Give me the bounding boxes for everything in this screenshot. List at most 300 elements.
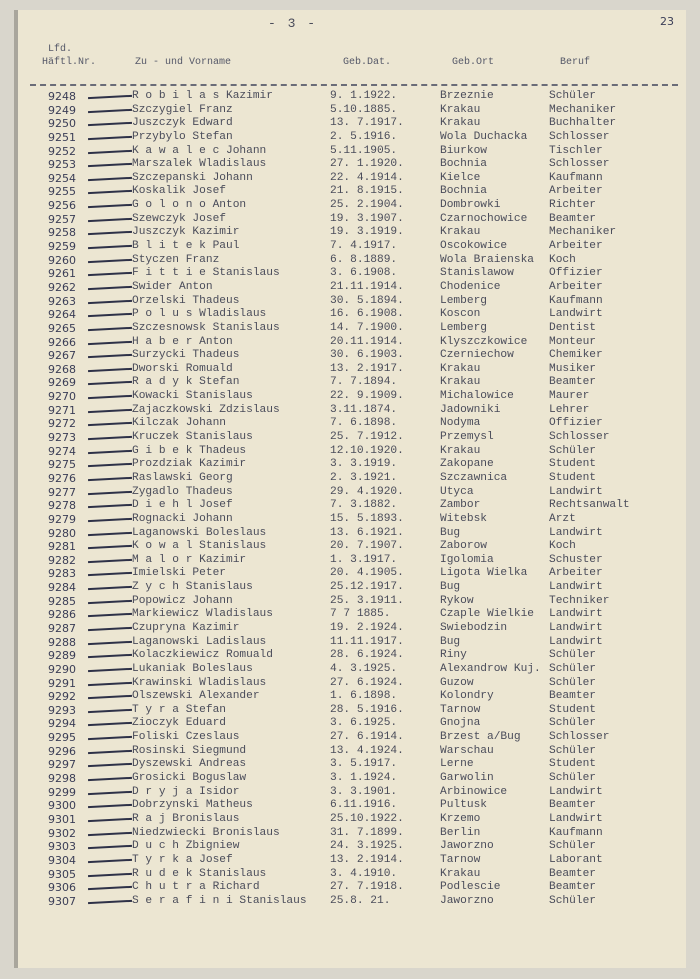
check-mark-icon	[88, 95, 132, 99]
occupation: Student	[549, 458, 596, 471]
list-item	[18, 254, 686, 268]
birth-date: 3. 3.1901.	[330, 785, 398, 798]
birth-date: 28. 6.1924.	[330, 649, 404, 662]
birth-place: Biurkow	[440, 144, 487, 157]
list-item	[18, 486, 686, 500]
check-mark-icon	[88, 231, 132, 235]
birth-date: 27. 6.1914.	[330, 731, 404, 744]
birth-date: 22. 9.1909.	[330, 390, 404, 403]
prisoner-name: Koskalik Josef	[132, 185, 226, 198]
birth-place: Lerne	[440, 758, 474, 771]
birth-date: 27. 6.1924.	[330, 676, 404, 689]
birth-place: Bochnia	[440, 185, 487, 198]
prisoner-name: T y r a Stefan	[132, 703, 226, 716]
birth-date: 25.8. 21.	[330, 894, 391, 907]
birth-place: Michalowice	[440, 390, 514, 403]
list-item	[18, 431, 686, 445]
list-item	[18, 595, 686, 609]
check-mark-icon	[88, 354, 132, 358]
list-item	[18, 308, 686, 322]
birth-date: 3.11.1874.	[330, 403, 398, 416]
list-item	[18, 145, 686, 159]
occupation: Kaufmann	[549, 826, 603, 839]
page-number: - 3 -	[268, 16, 318, 31]
birth-date: 1. 6.1898.	[330, 690, 398, 703]
prisoner-number: 9274	[48, 444, 76, 458]
occupation: Landwirt	[549, 785, 603, 798]
prisoner-number: 9286	[48, 608, 76, 622]
prisoner-name: Dyszewski Andreas	[132, 758, 247, 771]
prisoner-number: 9271	[48, 403, 76, 417]
prisoner-name: Styczen Franz	[132, 253, 220, 266]
check-mark-icon	[88, 818, 132, 822]
list-item	[18, 240, 686, 254]
header-birth-date: Geb.Dat.	[343, 57, 392, 68]
list-item	[18, 376, 686, 390]
birth-place: Czaple Wielkie	[440, 608, 534, 621]
birth-place: Tarnow	[440, 703, 481, 716]
occupation: Arbeiter	[549, 185, 603, 198]
prisoner-name: K o w a l Stanislaus	[132, 540, 267, 553]
prisoner-name: Popowicz Johann	[132, 594, 233, 607]
prisoner-number: 9257	[48, 212, 76, 226]
prisoner-name: Rognacki Johann	[132, 512, 233, 525]
prisoner-name: Surzycki Thadeus	[132, 349, 240, 362]
list-item	[18, 458, 686, 472]
check-mark-icon	[88, 750, 132, 754]
check-mark-icon	[88, 831, 132, 835]
check-mark-icon	[88, 804, 132, 808]
occupation: Schüler	[549, 840, 596, 853]
occupation: Landwirt	[549, 621, 603, 634]
birth-place: Krakau	[440, 867, 481, 880]
occupation: Schüler	[549, 676, 596, 689]
prisoner-name: H a b e r Anton	[132, 335, 233, 348]
birth-place: Zakopane	[440, 458, 494, 471]
prisoner-name: D u c h Zbigniew	[132, 840, 240, 853]
occupation: Landwirt	[549, 635, 603, 648]
header-occupation: Beruf	[560, 57, 591, 68]
prisoner-name: R o b i l a s Kazimir	[132, 90, 273, 102]
prisoner-number: 9287	[48, 621, 76, 635]
birth-date: 7. 6.1898.	[330, 417, 398, 430]
list-item	[18, 390, 686, 404]
prisoner-number: 9273	[48, 431, 76, 445]
prisoner-name: Przybylo Stefan	[132, 130, 233, 143]
list-item	[18, 581, 686, 595]
birth-place: Jadowniki	[440, 403, 501, 416]
list-item	[18, 786, 686, 800]
list-item	[18, 881, 686, 895]
prisoner-number: 9280	[48, 526, 76, 540]
list-item	[18, 104, 686, 118]
birth-place: Przemysl	[440, 431, 494, 444]
list-item	[18, 513, 686, 527]
list-item	[18, 622, 686, 636]
check-mark-icon	[88, 777, 132, 781]
birth-place: Bug	[440, 581, 461, 594]
prisoner-name: K a w a l e c Johann	[132, 144, 267, 157]
check-mark-icon	[88, 791, 132, 795]
birth-date: 3. 6.1925.	[330, 717, 398, 730]
check-mark-icon	[88, 450, 132, 454]
birth-place: Krakau	[440, 376, 481, 389]
birth-date: 20.11.1914.	[330, 335, 404, 348]
birth-place: Lemberg	[440, 294, 487, 307]
check-mark-icon	[88, 736, 132, 740]
birth-date: 7. 7.1894.	[330, 376, 398, 389]
prisoner-number: 9281	[48, 540, 76, 554]
prisoner-name: Niedzwiecki Bronislaus	[132, 826, 280, 839]
prisoner-number: 9276	[48, 471, 76, 485]
prisoner-number: 9265	[48, 321, 76, 335]
prisoner-name: B l i t e k Paul	[132, 240, 240, 253]
occupation: Musiker	[549, 362, 596, 375]
prisoner-name: Swider Anton	[132, 280, 213, 293]
list-item	[18, 540, 686, 554]
prisoner-number: 9253	[48, 158, 76, 172]
occupation: Landwirt	[549, 485, 603, 498]
birth-date: 9. 1.1922.	[330, 90, 398, 102]
birth-date: 13. 2.1917.	[330, 362, 404, 375]
occupation: Arzt	[549, 512, 576, 525]
list-item	[18, 554, 686, 568]
prisoner-name: R u d e k Stanislaus	[132, 867, 267, 880]
birth-date: 19. 2.1924.	[330, 621, 404, 634]
birth-date: 7. 4.1917.	[330, 240, 398, 253]
prisoner-name: R a j Bronislaus	[132, 812, 240, 825]
check-mark-icon	[88, 722, 132, 726]
prisoner-number: 9285	[48, 594, 76, 608]
birth-date: 25.12.1917.	[330, 581, 404, 594]
occupation: Student	[549, 758, 596, 771]
check-mark-icon	[88, 272, 132, 276]
check-mark-icon	[88, 518, 132, 522]
prisoner-number: 9256	[48, 199, 76, 213]
list-item	[18, 745, 686, 759]
prisoner-name: C h u t r a Richard	[132, 881, 260, 894]
birth-place: Brzeznie	[440, 90, 494, 102]
birth-date: 5.10.1885.	[330, 103, 398, 116]
birth-place: Riny	[440, 649, 467, 662]
prisoner-name: D r y j a Isidor	[132, 785, 240, 798]
check-mark-icon	[88, 763, 132, 767]
list-item	[18, 608, 686, 622]
birth-date: 24. 3.1925.	[330, 840, 404, 853]
birth-date: 19. 3.1907.	[330, 212, 404, 225]
birth-place: Kolondry	[440, 690, 494, 703]
birth-date: 13. 4.1924.	[330, 744, 404, 757]
list-item	[18, 185, 686, 199]
occupation: Arbeiter	[549, 240, 603, 253]
check-mark-icon	[88, 177, 132, 181]
occupation: Landwirt	[549, 308, 603, 321]
table-header	[30, 38, 678, 86]
occupation: Lehrer	[549, 403, 590, 416]
check-mark-icon	[88, 586, 132, 590]
birth-place: Bug	[440, 526, 461, 539]
birth-place: Wola Braienska	[440, 253, 534, 266]
birth-date: 3. 5.1917.	[330, 758, 398, 771]
prisoner-number: 9299	[48, 785, 76, 799]
header-lfd: Lfd.	[48, 44, 73, 55]
birth-place: Utyca	[440, 485, 474, 498]
occupation: Buchhalter	[549, 117, 617, 130]
prisoner-name: Raslawski Georg	[132, 471, 233, 484]
birth-place: Arbinowice	[440, 785, 508, 798]
check-mark-icon	[88, 572, 132, 576]
occupation: Kaufmann	[549, 171, 603, 184]
prisoner-name: Imielski Peter	[132, 567, 226, 580]
prisoner-name: Kilczak Johann	[132, 417, 226, 430]
birth-place: Bochnia	[440, 158, 487, 171]
prisoner-name: Kruczek Stanislaus	[132, 431, 253, 444]
occupation: Dentist	[549, 321, 596, 334]
birth-place: Oscokowice	[440, 240, 508, 253]
list-item	[18, 213, 686, 227]
birth-place: Rykow	[440, 594, 474, 607]
birth-date: 2. 5.1916.	[330, 130, 398, 143]
check-mark-icon	[88, 436, 132, 440]
prisoner-number: 9275	[48, 458, 76, 472]
check-mark-icon	[88, 463, 132, 467]
list-item	[18, 158, 686, 172]
prisoner-number: 9292	[48, 690, 76, 704]
list-item	[18, 226, 686, 240]
prisoner-name: Marszalek Wladislaus	[132, 158, 267, 171]
check-mark-icon	[88, 368, 132, 372]
prisoner-number: 9279	[48, 512, 76, 526]
check-mark-icon	[88, 613, 132, 617]
folio-number: 23	[660, 15, 674, 28]
check-mark-icon	[88, 681, 132, 685]
birth-place: Podlescie	[440, 881, 501, 894]
birth-date: 13. 7.1917.	[330, 117, 404, 130]
occupation: Schüler	[549, 662, 596, 675]
prisoner-number: 9288	[48, 635, 76, 649]
birth-place: Pultusk	[440, 799, 487, 812]
prisoner-name: Czupryna Kazimir	[132, 621, 240, 634]
prisoner-number: 9258	[48, 226, 76, 240]
birth-place: Bug	[440, 635, 461, 648]
check-mark-icon	[88, 640, 132, 644]
occupation: Mechaniker	[549, 226, 617, 239]
list-item	[18, 799, 686, 813]
occupation: Schüler	[549, 744, 596, 757]
occupation: Schlosser	[549, 431, 610, 444]
occupation: Mechaniker	[549, 103, 617, 116]
prisoner-list	[18, 90, 686, 908]
prisoner-number: 9291	[48, 676, 76, 690]
prisoner-number: 9300	[48, 799, 76, 813]
prisoner-number: 9297	[48, 758, 76, 772]
list-item	[18, 499, 686, 513]
birth-place: Brzest a/Bug	[440, 731, 521, 744]
check-mark-icon	[88, 859, 132, 863]
prisoner-name: Szczepanski Johann	[132, 171, 253, 184]
list-item	[18, 704, 686, 718]
prisoner-number: 9282	[48, 553, 76, 567]
birth-place: Warschau	[440, 744, 494, 757]
birth-place: Nodyma	[440, 417, 481, 430]
occupation: Richter	[549, 199, 596, 212]
prisoner-name: Szczesnowsk Stanislaus	[132, 321, 280, 334]
check-mark-icon	[88, 668, 132, 672]
list-item	[18, 417, 686, 431]
prisoner-number: 9295	[48, 731, 76, 745]
check-mark-icon	[88, 709, 132, 713]
check-mark-icon	[88, 108, 132, 112]
list-item	[18, 567, 686, 581]
list-item	[18, 840, 686, 854]
birth-date: 25. 3.1911.	[330, 594, 404, 607]
occupation: Schlosser	[549, 731, 610, 744]
occupation: Offizier	[549, 417, 603, 430]
occupation: Arbeiter	[549, 567, 603, 580]
check-mark-icon	[88, 886, 132, 890]
birth-date: 4. 3.1925.	[330, 662, 398, 675]
prisoner-name: P o l u s Wladislaus	[132, 308, 267, 321]
check-mark-icon	[88, 531, 132, 535]
list-item	[18, 295, 686, 309]
prisoner-number: 9272	[48, 417, 76, 431]
birth-place: Krakau	[440, 103, 481, 116]
occupation: Tischler	[549, 144, 603, 157]
list-item	[18, 199, 686, 213]
prisoner-number: 9283	[48, 567, 76, 581]
occupation: Schüler	[549, 717, 596, 730]
occupation: Koch	[549, 540, 576, 553]
check-mark-icon	[88, 600, 132, 604]
prisoner-number: 9268	[48, 362, 76, 376]
list-item	[18, 636, 686, 650]
check-mark-icon	[88, 695, 132, 699]
occupation: Student	[549, 703, 596, 716]
check-mark-icon	[88, 872, 132, 876]
occupation: Landwirt	[549, 526, 603, 539]
birth-date: 6.11.1916.	[330, 799, 398, 812]
prisoner-number: 9251	[48, 130, 76, 144]
prisoner-number: 9294	[48, 717, 76, 731]
birth-date: 11.11.1917.	[330, 635, 404, 648]
list-item	[18, 895, 686, 909]
occupation: Beamter	[549, 376, 596, 389]
birth-date: 3. 1.1924.	[330, 772, 398, 785]
prisoner-name: Lukaniak Boleslaus	[132, 662, 253, 675]
birth-date: 25.10.1922.	[330, 812, 404, 825]
occupation: Schuster	[549, 553, 603, 566]
birth-date: 21.11.1914.	[330, 280, 404, 293]
birth-place: Chodenice	[440, 280, 501, 293]
list-item	[18, 731, 686, 745]
check-mark-icon	[88, 490, 132, 494]
birth-place: Wola Duchacka	[440, 130, 528, 143]
birth-date: 3. 4.1910.	[330, 867, 398, 880]
prisoner-number: 9269	[48, 376, 76, 390]
prisoner-number: 9284	[48, 581, 76, 595]
check-mark-icon	[88, 545, 132, 549]
prisoner-number: 9266	[48, 335, 76, 349]
prisoner-name: S e r a f i n i Stanislaus	[132, 894, 307, 907]
birth-place: Krakau	[440, 362, 481, 375]
check-mark-icon	[88, 245, 132, 249]
birth-date: 25. 7.1912.	[330, 431, 404, 444]
prisoner-name: Olszewski Alexander	[132, 690, 260, 703]
birth-date: 3. 6.1908.	[330, 267, 398, 280]
occupation: Landwirt	[549, 608, 603, 621]
check-mark-icon	[88, 313, 132, 317]
birth-place: Czarnochowice	[440, 212, 528, 225]
list-item	[18, 827, 686, 841]
occupation: Schüler	[549, 649, 596, 662]
occupation: Beamter	[549, 799, 596, 812]
prisoner-name: Markiewicz Wladislaus	[132, 608, 273, 621]
birth-date: 12.10.1920.	[330, 444, 404, 457]
prisoner-name: Rosinski Siegmund	[132, 744, 247, 757]
birth-date: 2. 3.1921.	[330, 471, 398, 484]
list-item	[18, 663, 686, 677]
prisoner-number: 9261	[48, 267, 76, 281]
list-item	[18, 117, 686, 131]
check-mark-icon	[88, 204, 132, 208]
prisoner-number: 9304	[48, 853, 76, 867]
prisoner-number: 9305	[48, 867, 76, 881]
prisoner-name: Laganowski Ladislaus	[132, 635, 267, 648]
prisoner-name: Z y c h Stanislaus	[132, 581, 253, 594]
prisoner-name: Kowacki Stanislaus	[132, 390, 253, 403]
prisoner-name: Laganowski Boleslaus	[132, 526, 267, 539]
birth-place: Garwolin	[440, 772, 494, 785]
occupation: Schlosser	[549, 158, 610, 171]
occupation: Koch	[549, 253, 576, 266]
prisoner-number: 9255	[48, 185, 76, 199]
occupation: Maurer	[549, 390, 590, 403]
list-item	[18, 472, 686, 486]
check-mark-icon	[88, 395, 132, 399]
list-item	[18, 677, 686, 691]
prisoner-name: Juszczyk Kazimir	[132, 226, 240, 239]
occupation: Landwirt	[549, 581, 603, 594]
check-mark-icon	[88, 259, 132, 263]
prisoner-number: 9254	[48, 171, 76, 185]
birth-place: Kielce	[440, 171, 481, 184]
list-item	[18, 649, 686, 663]
list-item	[18, 690, 686, 704]
list-item	[18, 363, 686, 377]
prisoner-name: Zygadlo Thadeus	[132, 485, 233, 498]
list-item	[18, 404, 686, 418]
prisoner-name: Kolaczkiewicz Romuald	[132, 649, 273, 662]
check-mark-icon	[88, 190, 132, 194]
birth-place: Witebsk	[440, 512, 487, 525]
birth-date: 22. 4.1914.	[330, 171, 404, 184]
birth-place: Alexandrow Kuj.	[440, 662, 541, 675]
birth-place: Krakau	[440, 117, 481, 130]
prisoner-number: 9264	[48, 308, 76, 322]
prisoner-name: Szczygiel Franz	[132, 103, 233, 116]
birth-date: 15. 5.1893.	[330, 512, 404, 525]
prisoner-name: Juszczyk Edward	[132, 117, 233, 130]
list-item	[18, 172, 686, 186]
check-mark-icon	[88, 627, 132, 631]
prisoner-number: 9259	[48, 240, 76, 254]
birth-date: 31. 7.1899.	[330, 826, 404, 839]
prisoner-name: T y r k a Josef	[132, 853, 233, 866]
check-mark-icon	[88, 163, 132, 167]
prisoner-number: 9290	[48, 662, 76, 676]
list-item	[18, 131, 686, 145]
occupation: Monteur	[549, 335, 596, 348]
